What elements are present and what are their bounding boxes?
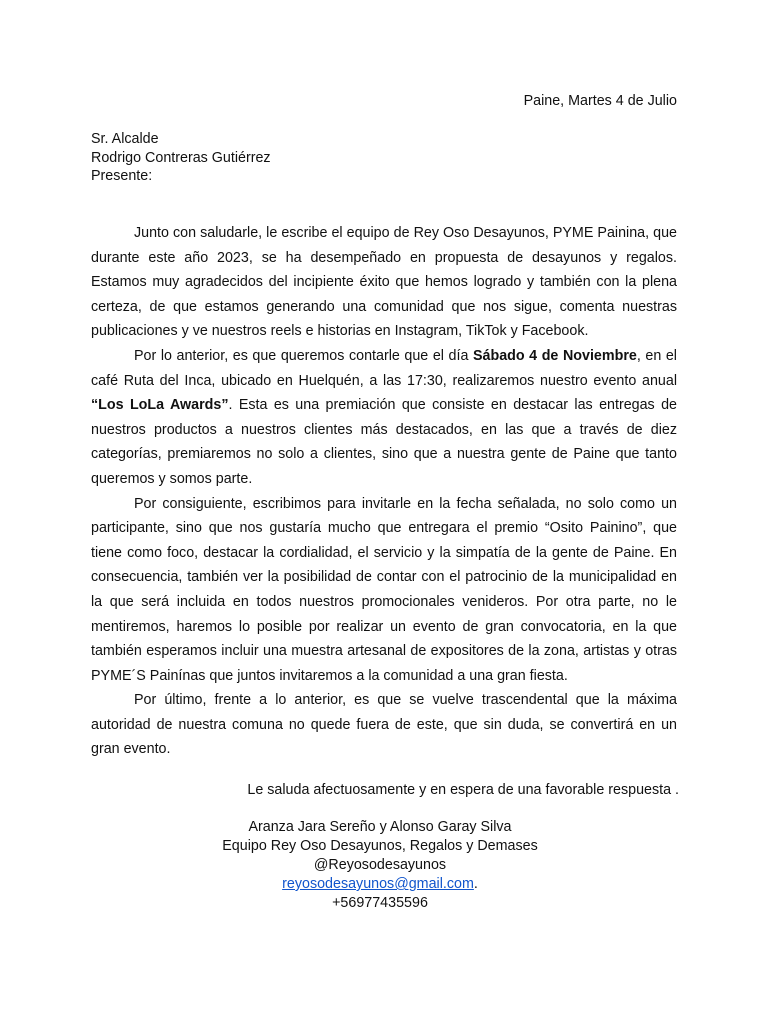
letter-body xyxy=(91,221,677,762)
signature-block xyxy=(180,818,580,913)
event-name-bold: “Los LoLa Awards” xyxy=(91,397,229,414)
signature-names: Aranza Jara Sereño y Alonso Garay Silva xyxy=(248,819,512,835)
paragraph-2-text-e: . Esta es una premiación que consiste en destacar las entregas de nuestros productos a nuestros clientes más destacados, en las que a través de diez categorías, premiaremos no solo a clientes, sino que a nuestra gente de Paine que tanto queremos y somos parte. xyxy=(91,397,677,487)
paragraph-3: Por consiguiente, escribimos para invitarle en la fecha señalada, no solo como un participante, sino que nos gustaría mucho que entregara el premio “Osito Painino”, que tiene como foco, destacar la cordialidad, el servicio y la simpatía de la gente de Paine. En consecuencia, también ver la posibilidad de contar con el patrocinio de la municipalidad en la que será incluida en todos nuestros promocionales venideros. Por otra parte, no le mentiremos, haremos lo posible por realizar un evento de gran convocatoria, en la que también esperamos incluir una muestra artesanal de expositores de la zona, artistas y otras PYME´S Painínas que juntos invitaremos a la comunidad a una gran fiesta. xyxy=(91,495,677,684)
paragraph-2-text-c: , en el café Ruta del Inca, ubicado en Huelquén, a las 17:30, realizaremos nuestro evento anual xyxy=(91,347,677,389)
paragraph-1: Junto con saludarle, le escribe el equipo de Rey Oso Desayunos, PYME Painina, que durante este año 2023, se ha desempeñado en propuesta de desayunos y regalos. Estamos muy agradecidos del incipiente éxito que hemos logrado y también con la plena certeza, de que estamos generando una comunidad que nos sigue, comenta nuestras publicaciones y ve nuestros reels e historias en Instagram, TikTok y Facebook. xyxy=(91,225,677,340)
paragraph-2-text-a: Por lo anterior, es que queremos contarle que el día xyxy=(134,347,473,364)
email-suffix: . xyxy=(473,876,478,892)
email-link[interactable]: reyosodesayunos@gmail.com xyxy=(282,876,474,892)
signature-phone: +56977435596 xyxy=(332,895,428,911)
paragraph-2 xyxy=(91,344,677,492)
signature-email-line xyxy=(180,875,580,894)
event-date-bold: Sábado 4 de Noviembre xyxy=(472,347,637,364)
signature-handle: @Reyosodesayunos xyxy=(313,857,447,873)
closing-line: Le saluda afectuosamente y en espera de una favorable respuesta . xyxy=(247,782,679,798)
recipient-block xyxy=(91,130,271,186)
recipient-title: Sr. Alcalde xyxy=(91,131,159,147)
letter-date: Paine, Martes 4 de Julio xyxy=(523,93,677,109)
signature-team: Equipo Rey Oso Desayunos, Regalos y Demases xyxy=(222,838,538,854)
paragraph-4: Por último, frente a lo anterior, es que se vuelve trascendental que la máxima autoridad de nuestra comuna no quede fuera de este, que sin duda, se convertirá en un gran evento. xyxy=(91,692,677,758)
recipient-name: Rodrigo Contreras Gutiérrez xyxy=(91,149,271,166)
recipient-greeting: Presente: xyxy=(91,168,153,184)
